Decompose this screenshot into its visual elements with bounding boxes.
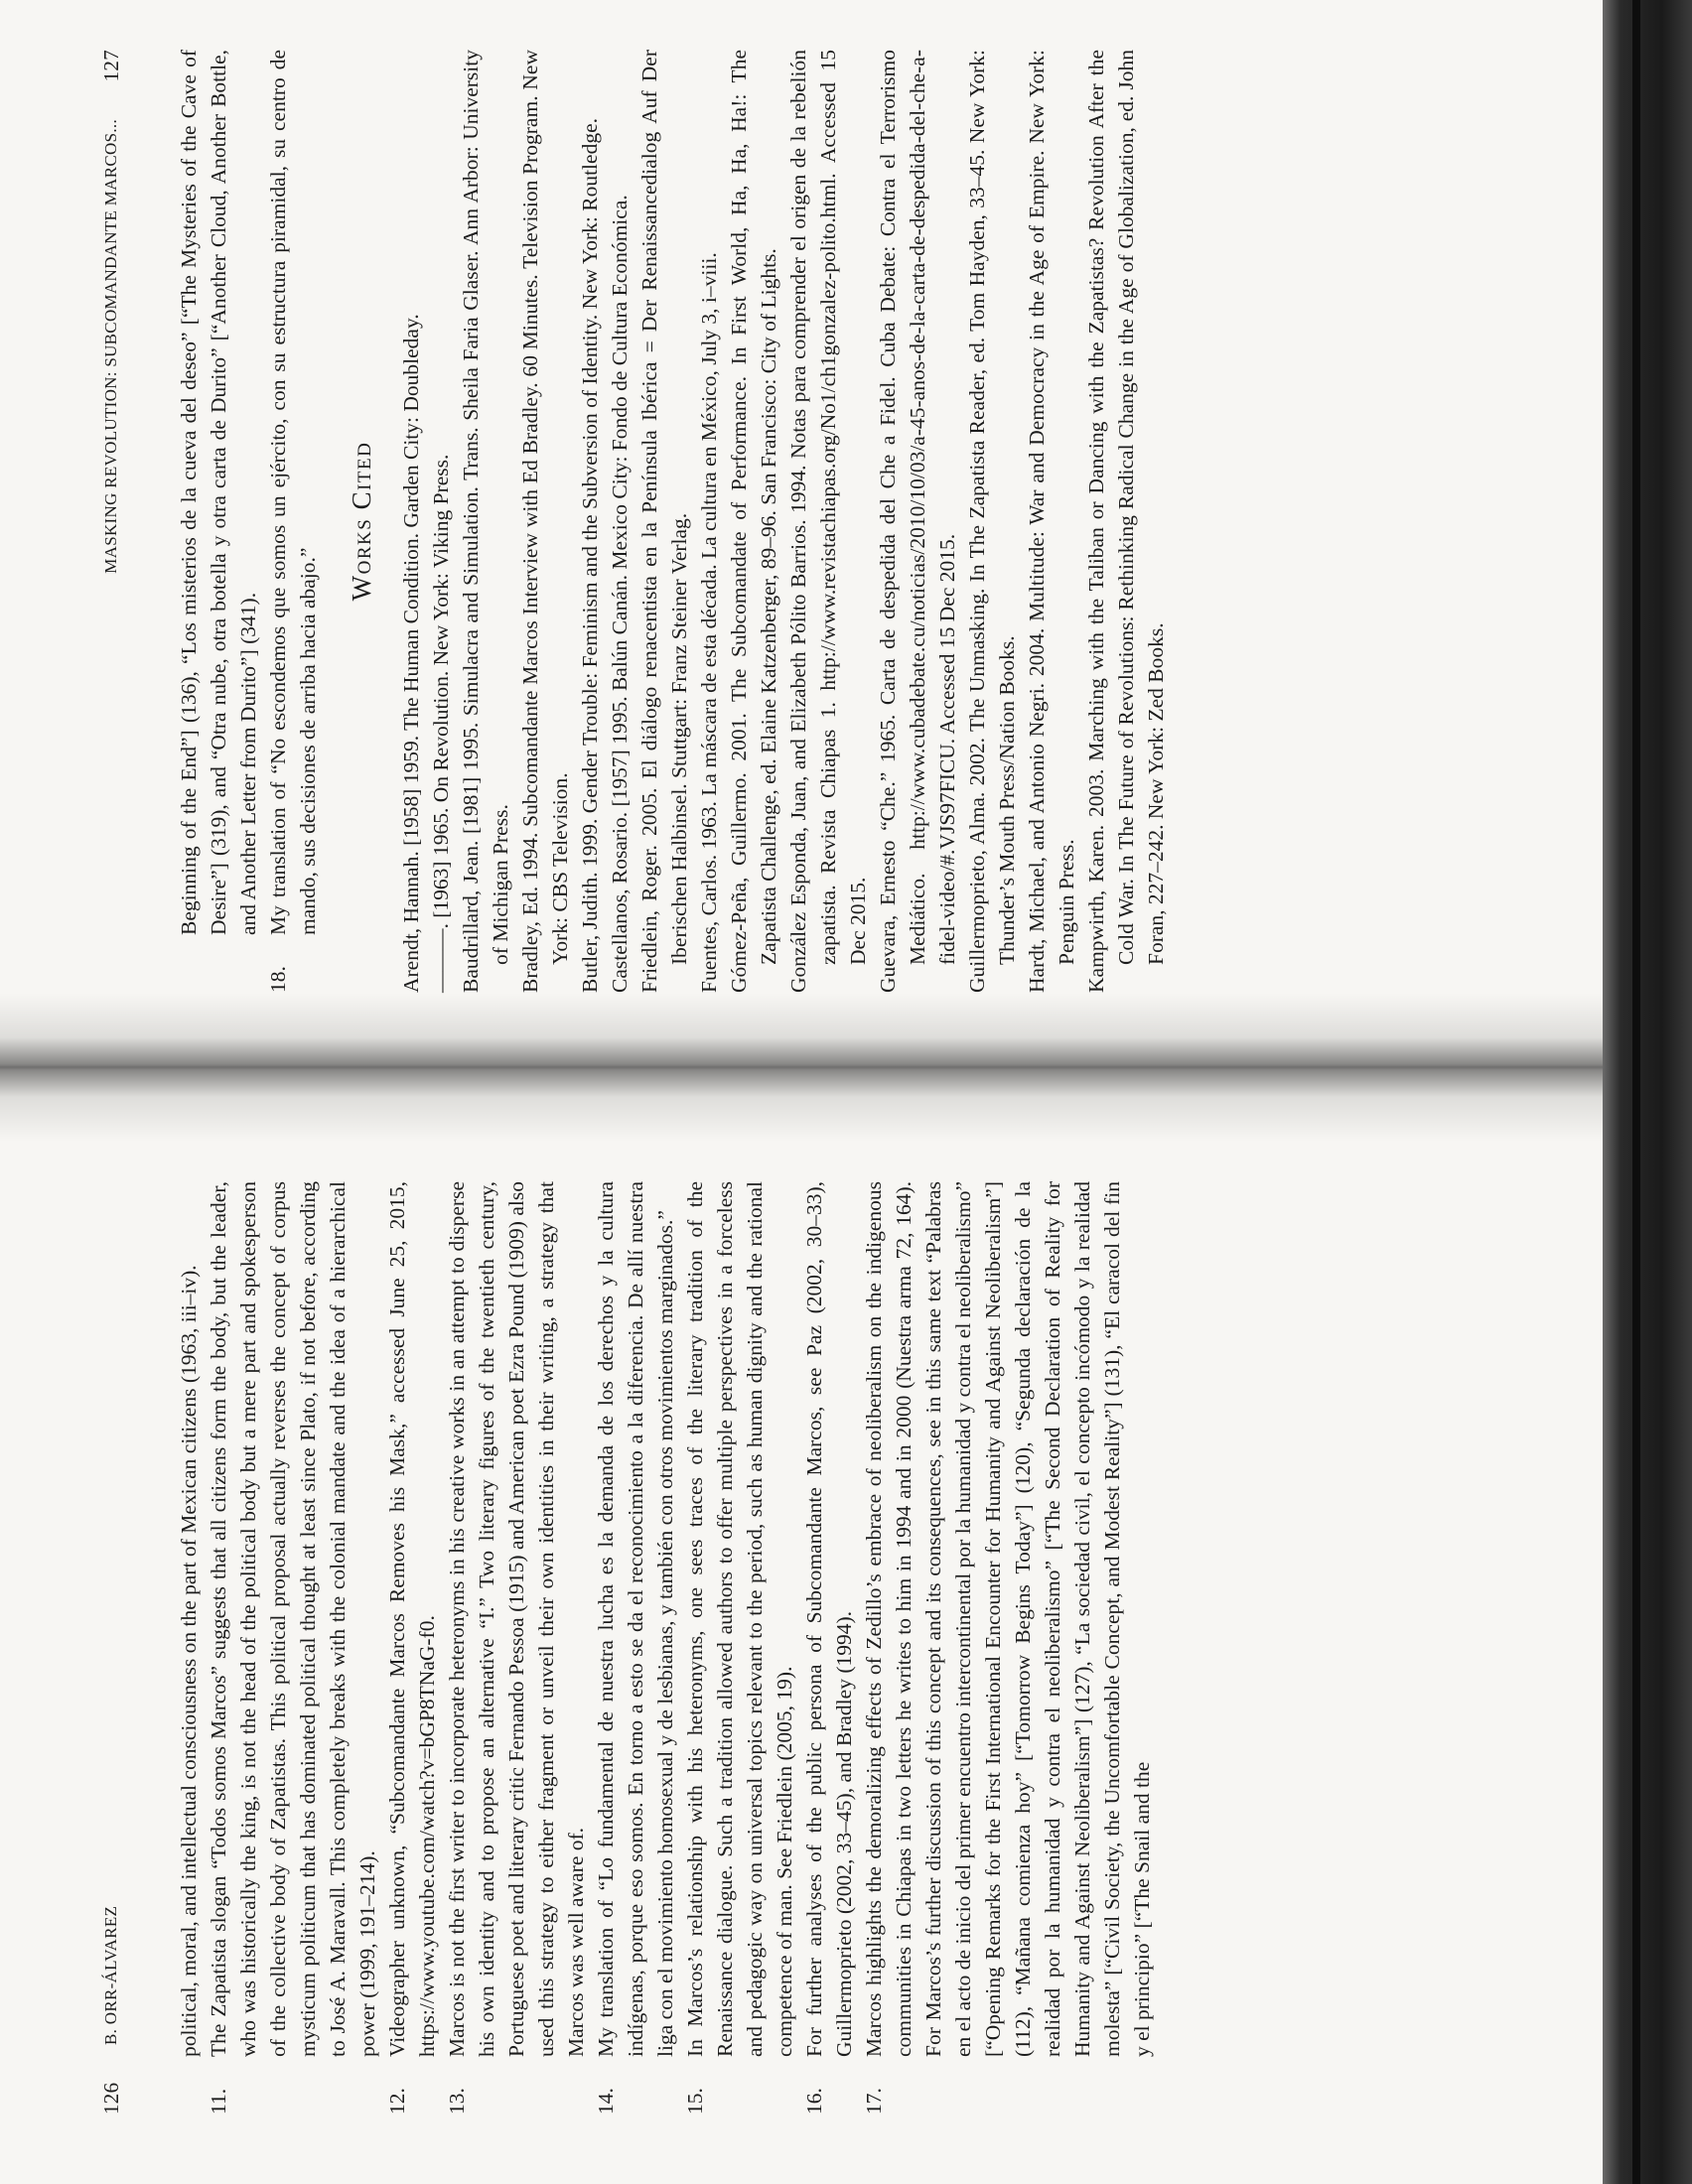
endnote: 15. In Marcos’s relationship with his heteronyms, one sees traces of the literary tradition of the Renaissance dialogue. Such a tradition allowed authors to offer multiple perspectives in a forceless and pedagogic way on universal topics relevant to the period, such as human dignity and the rational competence of man. See Friedlein (2005, 19).: [683, 1181, 796, 2115]
endnote: 18. My translation of “No escondemos que somos un ejército, con su estructura piramidal, su centro de mando, sus decisiones de arriba hacia abajo.”: [266, 50, 320, 993]
reference-entry: Guevara, Ernesto “Che.” 1965. Carta de despedida del Che a Fidel. Cuba Debate: Contra el Terrorismo Mediático. http://www.cubadebate.cu/noticias/2010/10/03/a-45-anos-de-la-carta-de-despedida-del-che-a-fidel-video/#.VJS97FICU. Accessed 15 Dec 2015.: [876, 50, 959, 993]
reference-entry: Friedlein, Roger. 2005. El diálogo renacentista en la Península Ibérica = Der Renaissancedialog Auf Der Iberischen Halbinsel. Stuttgart: Franz Steiner Verlag.: [637, 50, 691, 993]
scanner-edge: [1603, 0, 1692, 2184]
reference-entry: Gómez-Peña, Guillermo. 2001. The Subcomandate of Performance. In First World, Ha, Ha, Ha!: The Zapatista Challenge, ed. Elaine Katzenberger, 89–96. San Francisco: City of Lights.: [727, 50, 780, 993]
reference-entry: González Esponda, Juan, and Elizabeth Pólito Barrios. 1994. Notas para comprender el origen de la rebelión zapatista. Revista Chiapas 1. http://www.revistachiapas.org/No1/ch1gonzalez-polito.html. Accessed 15 Dec 2015.: [786, 50, 870, 993]
endnotes-list: [174, 1181, 1157, 2115]
reference-entry: Fuentes, Carlos. 1963. La máscara de esta década. La cultura en México, July 3, i–viii.: [697, 252, 721, 993]
endnote: 11. The Zapatista slogan “Todos somos Marcos” suggests that all citizens form the body, but the leader, who was historically the king, is not the head of the political body but a mere part and spokesperson of the collective body of Zapatistas. This political proposal actually reverses the concept of corpus mysticum politicum that has dominated political thought at least since Plato, if not before, according to José A. Maravall. This completely breaks with the colonial mandate and the idea of a hierarchical power (1999, 191–214).: [207, 1181, 379, 2115]
reference-entry: ———. [1963] 1965. On Revolution. New York: Viking Press.: [429, 454, 453, 993]
page-number: 127: [99, 50, 123, 82]
works-cited-list: [396, 50, 1171, 993]
endnote: 17. Marcos highlights the demoralizing effects of Zedillo’s embrace of neoliberalism on the indigenous communities in Chiapas in two letters he writes to him in 1994 and in 2000 (Nuestra arma 72, 164). For Marcos’s further discussion of this concept and its consequences, see in this same text “Palabras en el acto de inicio del primer encuentro intercontinental por la humanidad y contra el neoliberalismo” [“Opening Remarks for the First International Encounter for Humanity and Against Neoliberalism”] (112), “Mañana comienza hoy” [“Tomorrow Begins Today”] (120), “Segunda declaración de la realidad por la humanidad y contra el neoliberalismo” [“The Second Declaration of Reality for Humanity and Against Neoliberalism”] (127), “La sociedad civil, el concepto incómodo y la realidad molesta” [“Civil Society, the Uncomfortable Concept, and Modest Reality”] (131), “El caracol del fin y el principio” [“The Snail and the: [862, 1181, 1154, 2115]
reference-entry: Bradley, Ed. 1994. Subcomandante Marcos Interview with Ed Bradley. 60 Minutes. Television Program. New York: CBS Television.: [518, 50, 572, 993]
right-page: [40, 10, 1589, 1042]
book-spread: [40, 10, 1589, 2174]
endnote: Beginning of the End”] (136), “Los misterios de la cueva del deseo” [“The Mysteries of the Cave of Desire”] (319), and “Otra nube, otra botella y otra carta de Durito” [“Another Cloud, Another Bottle, and Another Letter from Durito”] (341).: [177, 50, 260, 935]
left-page: [40, 1132, 1589, 2174]
reference-entry: Hardt, Michael, and Antonio Negri. 2004. Multitude: War and Democracy in the Age of Empire. New York: Penguin Press.: [1025, 50, 1078, 993]
reference-entry: Castellanos, Rosario. [1957] 1995. Balún Canán. Mexico City: Fondo de Cultura Económica.: [608, 195, 632, 993]
page-number: 126: [99, 2082, 123, 2115]
reference-entry: Butler, Judith. 1999. Gender Trouble: Feminism and the Subversion of Identity. New York: Routledge.: [578, 118, 602, 993]
endnote: 14. My translation of “Lo fundamental de nuestra lucha es la demanda de los derechos y la cultura indígenas, porque eso somos. En torno a esto se da el reconocimiento a la diferencia. De allí nuestra liga con el movimiento homosexual y de lesbianas, y también con otros movimientos marginados.”: [594, 1181, 677, 2115]
endnote: 13. Marcos is not the first writer to incorporate heteronyms in his creative works in an attempt to disperse his own identity and to propose an alternative “I.” Two literary figures of the twentieth century, Portuguese poet and literary critic Fernando Pessoa (1915) and American poet Ezra Pound (1909) also used this strategy to either fragment or unveil their own identities in their writing, a strategy that Marcos was well aware of.: [445, 1181, 588, 2115]
left-page-header: [99, 1132, 139, 2174]
reference-entry: Kampwirth, Karen. 2003. Marching with the Taliban or Dancing with the Zapatistas? Revolution After the Cold War. In The Future of Revolutions: Rethinking Radical Change in the Age of Globalization, ed. John Foran, 227–242. New York: Zed Books.: [1084, 50, 1168, 993]
running-head: B. ORR-ÁLVAREZ: [101, 1905, 120, 2045]
endnote: political, moral, and intellectual consciousness on the part of Mexican citizens (1963, iii–iv).: [177, 1265, 201, 2057]
works-cited-heading: Works Cited: [347, 441, 376, 602]
right-page-header: [99, 10, 139, 1042]
running-head: MASKING REVOLUTION: SUBCOMANDANTE MARCOS...: [101, 119, 120, 574]
endnote: 12. Videographer unknown, “Subcomandante Marcos Removes his Mask,” accessed June 25, 2015, https://www.youtube.com/watch?v=bGP8TNaG-f0.: [385, 1181, 439, 2115]
reference-entry: Baudrillard, Jean. [1981] 1995. Simulacra and Simulation. Trans. Sheila Faria Glaser. Ann Arbor: University of Michigan Press.: [459, 50, 512, 993]
right-page-body: [174, 50, 1171, 993]
endnote: 16. For further analyses of the public persona of Subcomandante Marcos, see Paz (2002, 30–33), Guillermoprieto (2002, 33–45), and Bradley (1994).: [802, 1181, 856, 2115]
reference-entry: Guillermoprieto, Alma. 2002. The Unmasking. In The Zapatista Reader, ed. Tom Hayden, 33–45. New York: Thunder’s Mouth Press/Nation Books.: [965, 50, 1019, 993]
reference-entry: Arendt, Hannah. [1958] 1959. The Human Condition. Garden City: Doubleday.: [399, 314, 423, 993]
